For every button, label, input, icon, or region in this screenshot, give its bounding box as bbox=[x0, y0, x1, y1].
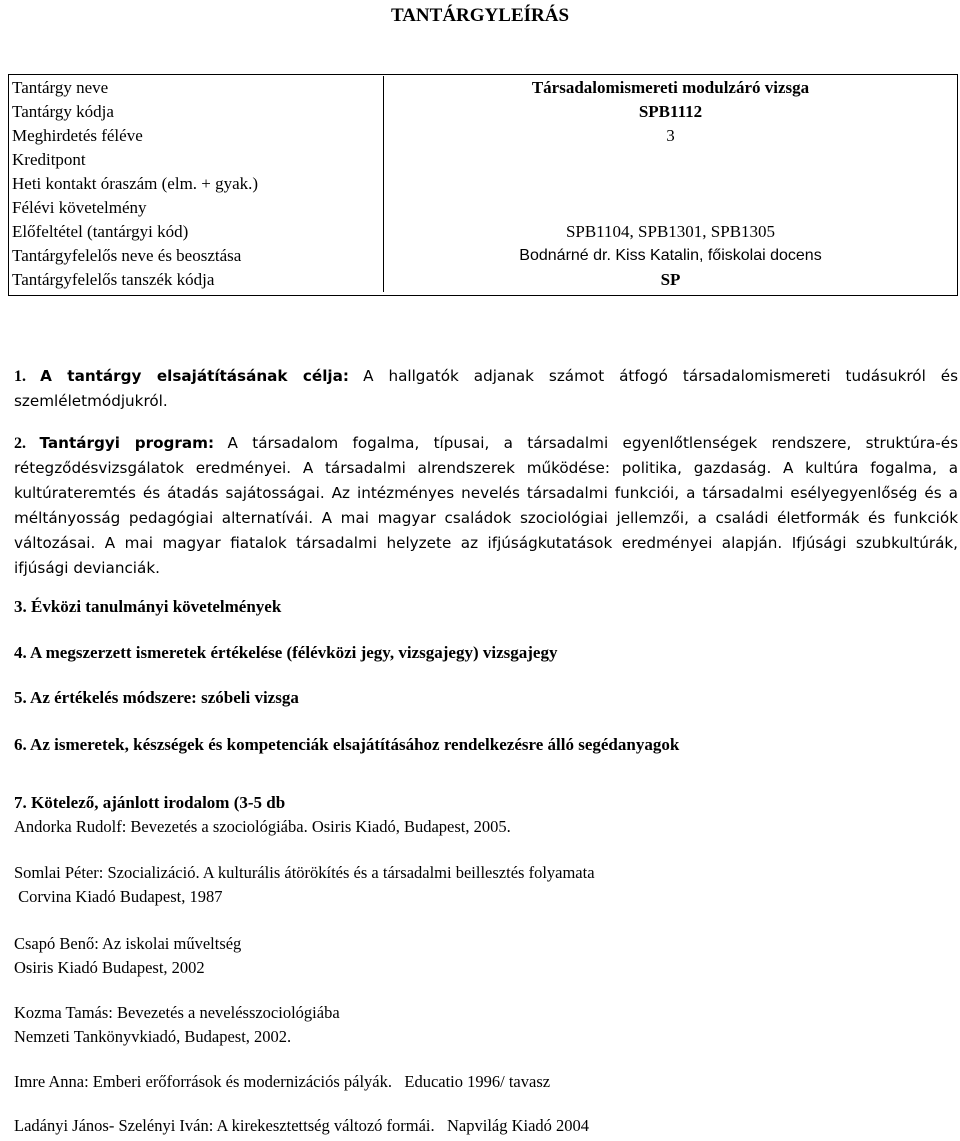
row-label: Előfeltétel (tantárgyi kód) bbox=[9, 220, 384, 244]
row-label: Tantárgyfelelős tanszék kódja bbox=[9, 268, 384, 292]
section-heading: A tantárgy elsajátításának célja: bbox=[40, 367, 349, 385]
table-row bbox=[9, 196, 957, 220]
section-text: A hallgatók adjanak számot átfogó társadalomismereti tudásukról és szemléletmódjukról. bbox=[14, 367, 959, 410]
literature-item: Osiris Kiadó Budapest, 2002 bbox=[14, 958, 205, 977]
literature-item: Imre Anna: Emberi erőforrások és modernizációs pályák. Educatio 1996/ tavasz bbox=[14, 1072, 551, 1091]
row-label: Tantárgy kódja bbox=[9, 100, 384, 124]
row-value: SPB1112 bbox=[638, 102, 703, 121]
section-method: 5. Az értékelés módszere: szóbeli vizsga bbox=[14, 688, 299, 707]
table-row bbox=[9, 100, 957, 124]
row-value: SP bbox=[660, 270, 681, 289]
table-row bbox=[9, 172, 957, 196]
row-label: Tantárgy neve bbox=[9, 76, 384, 100]
row-label: Meghirdetés féléve bbox=[9, 124, 384, 148]
section-heading: Tantárgyi program: bbox=[39, 434, 215, 452]
table-row bbox=[9, 76, 957, 100]
section-requirements: 3. Évközi tanulmányi követelmények bbox=[14, 597, 282, 616]
literature-item: Ladányi János- Szelényi Iván: A kirekesztettség változó formái. Napvilág Kiadó 2004 bbox=[14, 1116, 590, 1135]
table-row bbox=[9, 220, 957, 244]
literature-item: Csapó Benő: Az iskolai műveltség bbox=[14, 934, 242, 953]
row-value: 3 bbox=[666, 126, 675, 145]
table-row bbox=[9, 124, 957, 148]
row-label: Tantárgyfelelős neve és beosztása bbox=[9, 244, 384, 268]
row-value: SPB1104, SPB1301, SPB1305 bbox=[565, 222, 776, 241]
row-label: Félévi követelmény bbox=[9, 196, 384, 220]
literature-item: Kozma Tamás: Bevezetés a nevelésszociológiába bbox=[14, 1003, 340, 1022]
row-label: Kreditpont bbox=[9, 148, 384, 172]
section-materials: 6. Az ismeretek, készségek és kompetenciák elsajátításához rendelkezésre álló segédanyagok bbox=[14, 735, 680, 754]
row-value: Bodnárné dr. Kiss Katalin, főiskolai docens bbox=[519, 247, 822, 264]
course-info-table bbox=[8, 74, 958, 296]
table-row bbox=[9, 244, 957, 268]
section-program bbox=[14, 431, 958, 581]
section-number: 2. bbox=[14, 435, 26, 452]
table-row bbox=[9, 268, 957, 292]
row-label: Heti kontakt óraszám (elm. + gyak.) bbox=[9, 172, 384, 196]
document-title: TANTÁRGYLEÍRÁS bbox=[390, 5, 570, 26]
section-evaluation: 4. A megszerzett ismeretek értékelése (félévközi jegy, vizsgajegy) vizsgajegy bbox=[14, 643, 558, 662]
literature-item: Somlai Péter: Szocializáció. A kulturális átörökítés és a társadalmi beillesztés folyamata bbox=[14, 863, 595, 882]
section-goal bbox=[14, 364, 958, 414]
literature-item: Nemzeti Tankönyvkiadó, Budapest, 2002. bbox=[14, 1027, 292, 1046]
section-text: A társadalom fogalma, típusai, a társadalmi egyenlőtlenségek rendszere, struktúra-és rétegződésvizsgálatok eredményei. A társadalmi alrendszerek működése: politika, gazdaság. A kultúra fogalma, a kultúrateremtés és átadás sajátosságai. Az intézményes nevelés társadalmi funkciói, a társadalmi esélyegyenlőség és a méltányosság pedagógiai alternatívái. A mai magyar családok szociológiai jellemzői, a családi életformák és funkciók változásai. A mai magyar fiatalok társadalmi helyzete az ifjúságkutatások eredményei alapján. Ifjúsági szubkultúrák, ifjúsági devianciák. bbox=[14, 434, 959, 577]
literature-item: Corvina Kiadó Budapest, 1987 bbox=[14, 887, 223, 906]
section-number: 1. bbox=[14, 368, 26, 385]
table-row bbox=[9, 148, 957, 172]
section-literature: 7. Kötelező, ajánlott irodalom (3-5 db bbox=[14, 793, 286, 812]
row-value: Társadalomismereti modulzáró vizsga bbox=[531, 78, 810, 97]
literature-item: Andorka Rudolf: Bevezetés a szociológiába. Osiris Kiadó, Budapest, 2005. bbox=[14, 817, 511, 836]
